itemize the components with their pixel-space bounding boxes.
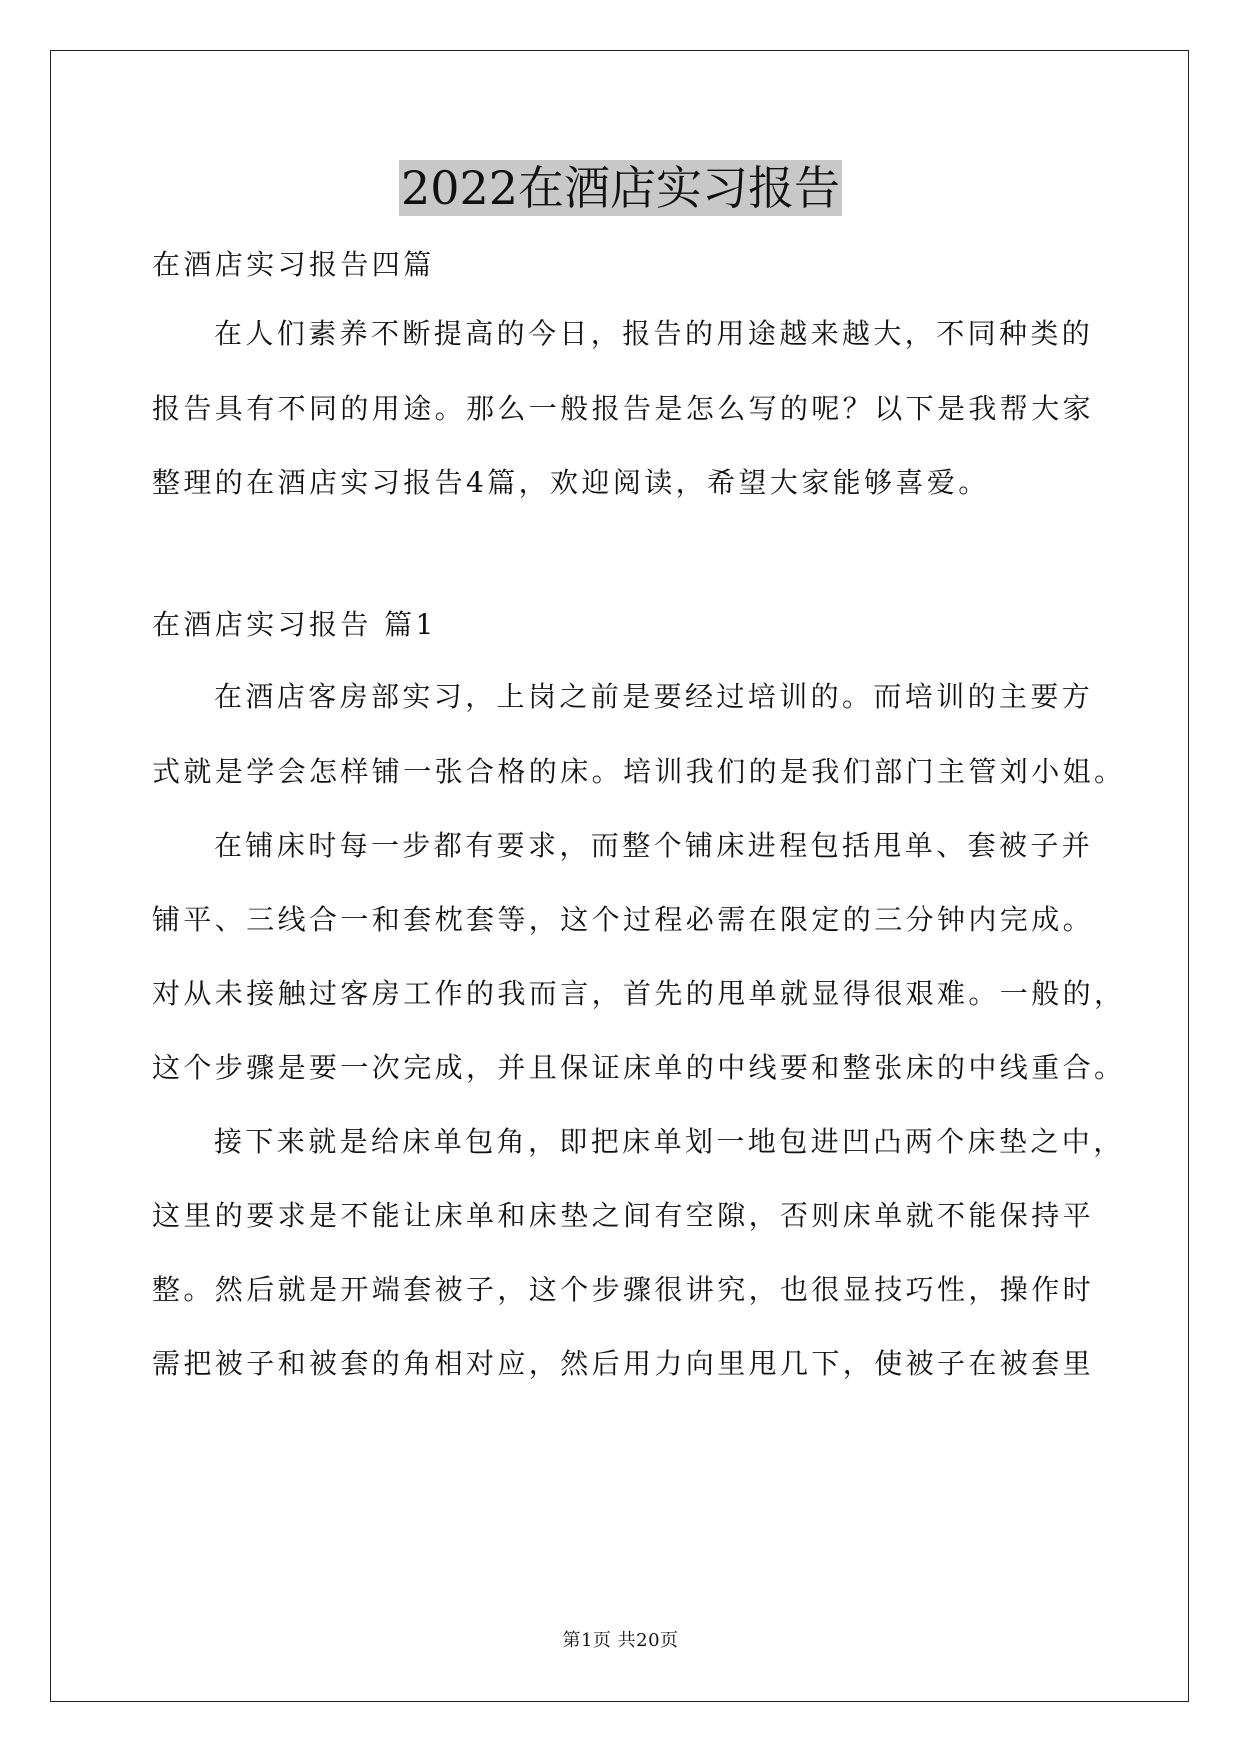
title-container (0, 160, 1241, 216)
body-line: 在酒店客房部实习，上岗之前是要经过培训的。而培训的主要方 (214, 680, 1094, 713)
body-line: 铺平、三线合一和套枕套等，这个过程必需在限定的三分钟内完成。 (152, 903, 1095, 936)
intro-line: 在人们素养不断提高的今日，报告的用途越来越大，不同种类的 (214, 317, 1094, 350)
body-line: 整。然后就是开端套被子，这个步骤很讲究，也很显技巧性，操作时 (152, 1273, 1095, 1306)
intro-line: 整理的在酒店实习报告4篇，欢迎阅读，希望大家能够喜爱。 (152, 466, 990, 499)
body-line: 需把被子和被套的角相对应，然后用力向里甩几下，使被子在被套里 (152, 1347, 1095, 1380)
section-heading: 在酒店实习报告 篇1 (152, 608, 437, 641)
document-title: 2022在酒店实习报告 (400, 161, 841, 215)
document-subtitle: 在酒店实习报告四篇 (152, 248, 435, 281)
page-footer: 第1页 共20页 (562, 1630, 679, 1651)
body-line: 式就是学会怎样铺一张合格的床。培训我们的是我们部门主管刘小姐。 (152, 755, 1126, 788)
body-line: 接下来就是给床单包角，即把床单划一地包进凹凸两个床垫之中， (214, 1125, 1125, 1158)
body-line: 这里的要求是不能让床单和床垫之间有空隙，否则床单就不能保持平 (152, 1199, 1095, 1232)
body-line: 在铺床时每一步都有要求，而整个铺床进程包括甩单、套被子并 (214, 829, 1094, 862)
body-line: 这个步骤是要一次完成，并且保证床单的中线要和整张床的中线重合。 (152, 1051, 1126, 1084)
intro-line: 报告具有不同的用途。那么一般报告是怎么写的呢？以下是我帮大家 (152, 392, 1095, 425)
body-line: 对从未接触过客房工作的我而言，首先的甩单就显得很艰难。一般的， (152, 977, 1126, 1010)
page-border (50, 50, 1189, 1702)
